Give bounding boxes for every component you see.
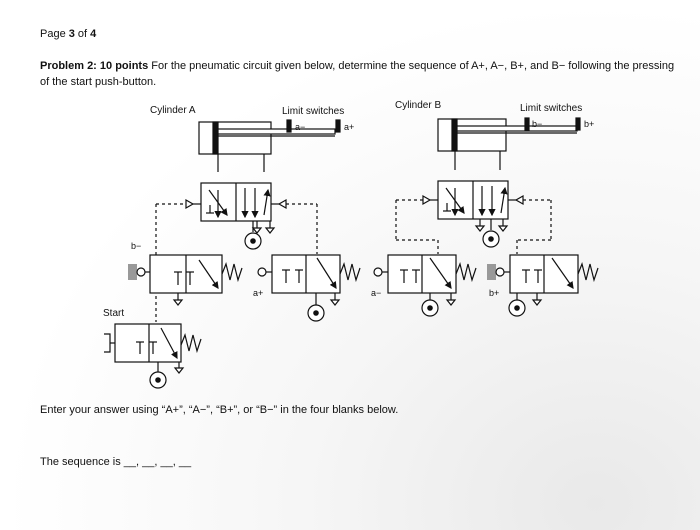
- sequence-blanks[interactable]: __, __, __, __: [123, 456, 192, 468]
- switch-a-plus-label: a+: [344, 122, 355, 132]
- switch-a-minus-label: a−: [295, 122, 306, 132]
- cylinder-b: [438, 119, 577, 170]
- valve-b-plus: [487, 255, 598, 316]
- valve-a-plus-label: a+: [253, 288, 264, 298]
- page-number: Page 3 of 4: [40, 28, 97, 40]
- valve-a-plus: [258, 255, 360, 321]
- start-label: Start: [103, 308, 125, 319]
- switch-b-plus-label: b+: [584, 119, 595, 129]
- cylinder-a-label: Cylinder A: [150, 105, 196, 116]
- start-push-button-valve: [104, 324, 201, 388]
- sequence-prefix: The sequence is: [40, 456, 124, 468]
- sequence-answer-line: [40, 456, 191, 468]
- limit-switches-a-label: Limit switches: [282, 106, 345, 117]
- main-valve-b: [423, 181, 523, 247]
- cylinder-b-label: Cylinder B: [395, 100, 442, 111]
- problem-points: 10 points: [99, 60, 149, 72]
- valve-b-plus-label: b+: [489, 288, 500, 298]
- limit-switch-a-minus: [287, 120, 291, 132]
- valve-b-minus-label: b−: [131, 241, 142, 251]
- answer-instructions: Enter your answer using “A+”, “A−”, “B+”, or “B−” in the four blanks below.: [40, 404, 399, 416]
- problem-text: For the pneumatic circuit given below, determine the sequence of A+, A−, B+, and B− following the pressing of the start push-button.: [40, 60, 675, 88]
- cylinder-a: [199, 122, 335, 172]
- valve-a-minus: [374, 255, 476, 316]
- limit-switch-b-minus: [525, 118, 529, 130]
- main-valve-a: [186, 183, 286, 249]
- valve-b-minus: [128, 255, 242, 305]
- valve-a-minus-label: a−: [371, 288, 382, 298]
- limit-switch-a-plus: [336, 120, 340, 132]
- problem-label: Problem 2:: [40, 60, 97, 72]
- limit-switch-b-plus: [576, 118, 580, 130]
- switch-b-minus-label: b−: [532, 119, 543, 129]
- limit-switches-b-label: Limit switches: [520, 103, 583, 114]
